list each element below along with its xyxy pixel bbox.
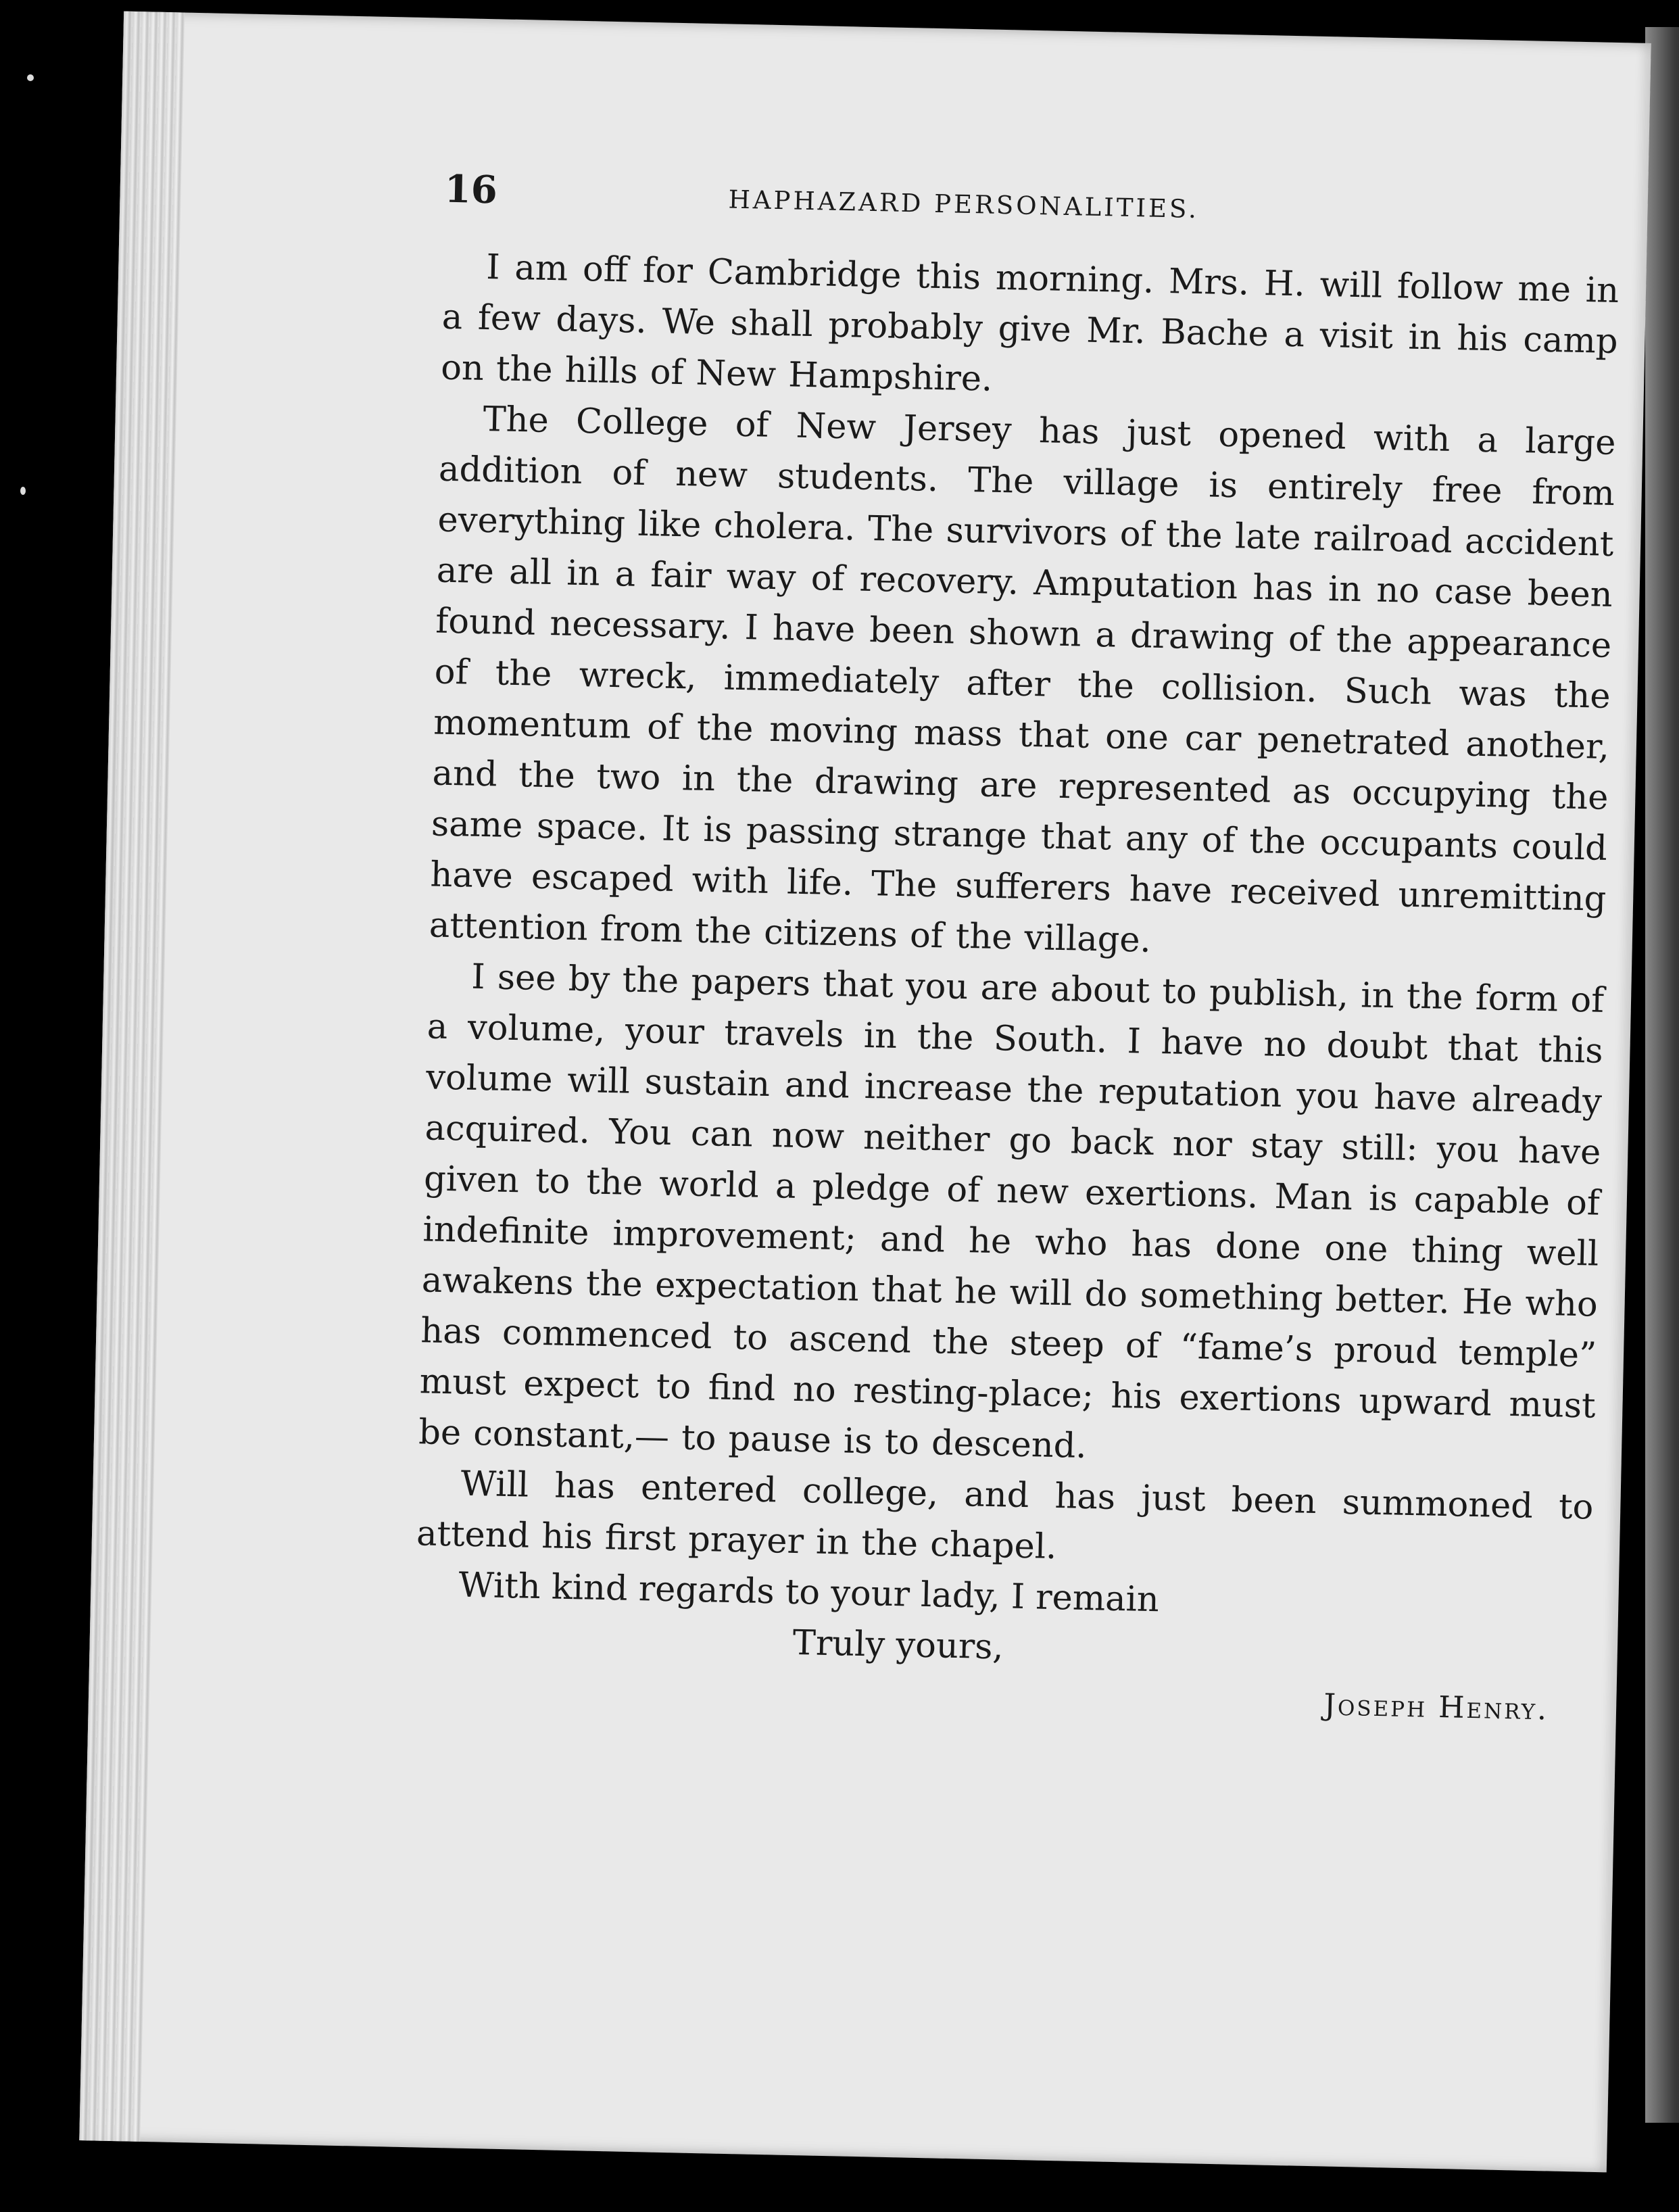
page-edges: [79, 11, 185, 2142]
scan-speck: [27, 74, 34, 81]
page-number: 16: [444, 166, 498, 213]
page-text-block: [413, 167, 1621, 1736]
closing-line: Truly yours,: [792, 1622, 1004, 1668]
paragraph-4: Will has entered college, and has just been summoned to attend his first prayer in the chapel.: [416, 1464, 1594, 1568]
salutation-line: With kind regards to your lady, I remain: [458, 1565, 1160, 1620]
book-binding-edge: [1645, 27, 1679, 2123]
book-page: [79, 11, 1651, 2173]
paragraph-3: I see by the papers that you are about to publish, in the form of a volume, your travels in the South. I have no doubt that this volume will sustain and increase the reputation you have already acquired. You can now neither go back nor stay still: you have given to the world a pledge of new exertions. Man is capable of indefinite improvement; and he who has done one thing well awakens the expectation that he will do something better. He who has commenced to ascend the steep of “fame’s proud temple” must expect to find no resting-place; his exertions upward must be constant,— to pause is to descend.: [418, 957, 1605, 1466]
paragraph-1: I am off for Cambridge this morning. Mrs. H. will follow me in a few days. We shall probably give Mr. Bache a visit in his camp on the hills of New Hampshire.: [440, 247, 1620, 400]
paragraph-2: The College of New Jersey has just opened with a large addition of new students. The village is entirely free from everything like cholera. The survivors of the late railroad accident are all in a fair way of recovery. Amputation has in no case been found necessary. I have been shown a drawing of the appearance of the wreck, immediately after the collision. Such was the momentum of the moving mass that one car penetrated another, and the two in the drawing are represented as occupying the same space. It is passing strange that any of the occupants could have escaped with life. The sufferers have received unremitting attention from the citizens of the village.: [429, 399, 1616, 961]
scan-speck: [20, 487, 26, 495]
signature: Joseph Henry.: [1323, 1687, 1549, 1727]
running-head: HAPHAZARD PERSONALITIES.: [728, 185, 1200, 224]
